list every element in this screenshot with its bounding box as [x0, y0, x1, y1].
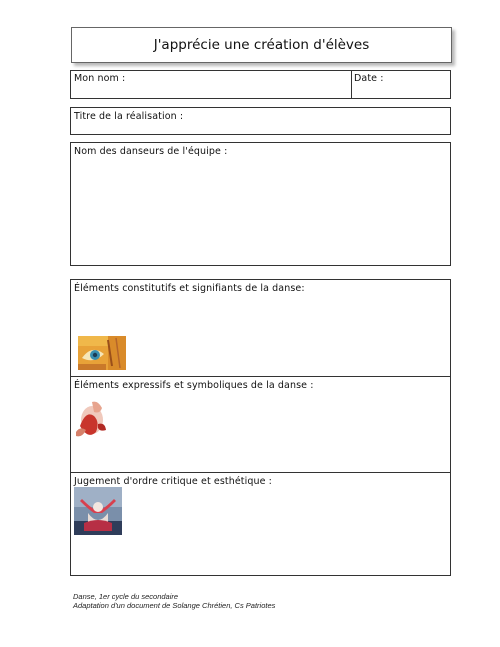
section-critical-judgement[interactable] [71, 473, 450, 575]
footer-course: Danse, 1er cycle du secondaire [73, 592, 179, 601]
date-field-label: Date : [354, 73, 384, 84]
name-field[interactable] [71, 84, 349, 98]
evaluation-sections [70, 279, 451, 576]
title-banner [71, 27, 452, 63]
section-expressive-label: Éléments expressifs et symboliques de la danse : [74, 380, 314, 391]
footer-credit: Adaptation d'un document de Solange Chrétien, Cs Patriotes [73, 601, 276, 610]
section-constitutive-elements[interactable] [71, 280, 450, 376]
section-critical-label: Jugement d'ordre critique et esthétique : [74, 476, 272, 487]
work-title-field[interactable] [70, 107, 451, 135]
dancers-label: Nom des danseurs de l'équipe : [74, 146, 228, 157]
work-title-label: Titre de la réalisation : [74, 111, 184, 122]
name-field-label: Mon nom : [74, 73, 126, 84]
seated-figure-image [74, 487, 122, 535]
date-field[interactable] [352, 84, 450, 98]
section-expressive-elements[interactable] [71, 377, 450, 472]
abstract-eye-image [78, 336, 126, 370]
page-title: J'apprécie une création d'élèves [153, 37, 370, 53]
section-constitutive-label: Éléments constitutifs et signifiants de la danse: [74, 283, 305, 294]
dancing-hands-image [72, 396, 110, 442]
dancers-field[interactable] [70, 142, 451, 266]
